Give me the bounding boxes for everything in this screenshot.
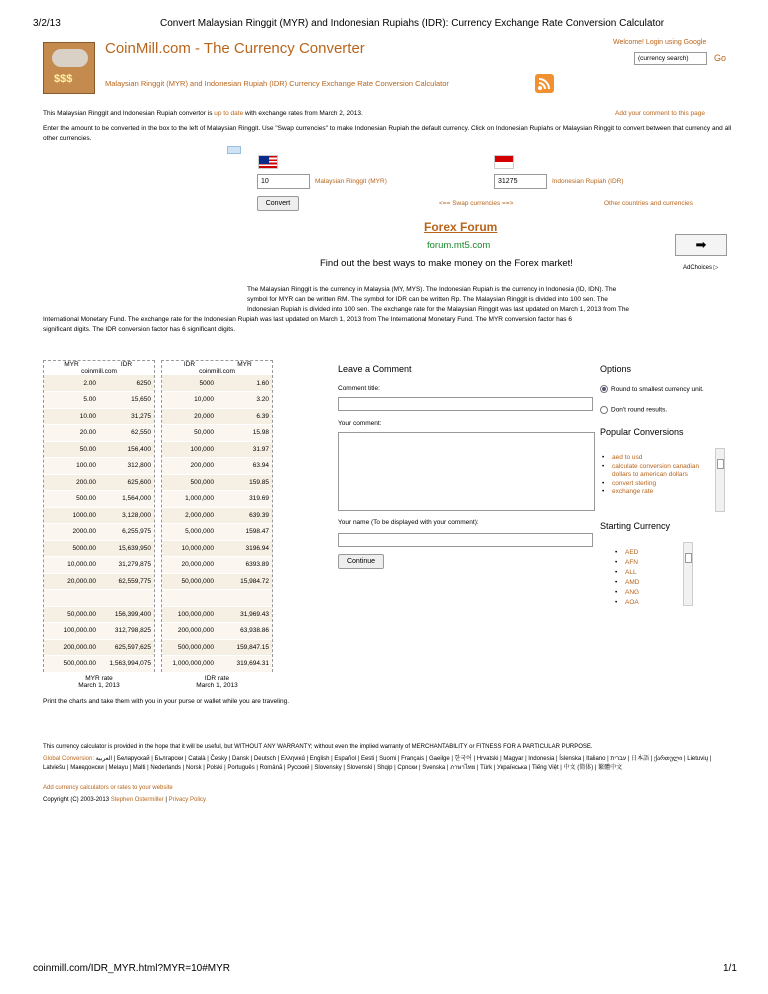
popular-item[interactable]: • aed to usd <box>612 454 712 463</box>
table-cell: 3196.94 <box>217 540 272 557</box>
table-cell: 1.60 <box>217 375 272 392</box>
intro-text-a: This Malaysian Ringgit and Indonesian Rupiah convertor is <box>43 110 215 117</box>
col-header: IDR <box>120 361 133 368</box>
table-cell: 1,564,000 <box>99 491 154 508</box>
table-cell: 3,128,000 <box>99 507 154 524</box>
table-cell: 15,984.72 <box>217 573 272 590</box>
popular-item[interactable]: • calculate conversion canadian dollars to american dollars <box>612 463 712 480</box>
intro-text-b: with exchange rates from March 2, 2013. <box>243 110 363 117</box>
table-row <box>162 474 272 491</box>
table-row <box>44 524 154 541</box>
table-cell: 6.39 <box>217 408 272 425</box>
table-cell: 639.39 <box>217 507 272 524</box>
table-source: coinmill.com <box>199 368 235 375</box>
add-comment-link[interactable]: Add your comment to this page <box>615 110 705 117</box>
popular-scrollbar[interactable] <box>715 448 725 512</box>
col-header: IDR <box>183 361 196 368</box>
convert-button[interactable]: Convert <box>257 196 299 211</box>
table-cell: 156,400 <box>99 441 154 458</box>
ad-description: Find out the best ways to make money on the Forex market! <box>320 258 573 269</box>
desc-line-1: The Malaysian Ringgit is the currency in Malaysia (MY, MYS). The Indonesian Rupiah is the currency in Indonesia (ID, IDN). The <box>247 286 617 293</box>
table-cell <box>44 590 99 607</box>
table-row <box>162 491 272 508</box>
myr-amount-input[interactable] <box>257 174 310 189</box>
other-currencies-link[interactable]: Other countries and currencies <box>604 200 693 207</box>
copyright: Copyright (C) 2003-2013 Stephen Ostermiller | Privacy Policy <box>43 797 206 803</box>
table-row <box>162 441 272 458</box>
currency-item[interactable]: • AED <box>625 548 639 558</box>
table-row <box>162 639 272 656</box>
language-list[interactable]: العربية | Беларускай | Български | Català | Česky | Dansk | Deutsch | Ελληνικά | English | Español | Eesti | Suomi | Français | Gaeilge | 한국어 | Hrvatski | Magyar | Indonesia | Íslenska | Italiano | עברית | 日本語 | ქართული | Lietuvių | Latviešu | Македонски | Melayu | Malti | Nederlands | Norsk | Polski | Português | Română | Русский | Slovensky | Slovenski | Shqip | Српски | Svenska | ภาษาไทย | Türk | Українська | Tiếng Việt | 中文 (简体) | 繁體中文 <box>43 756 712 771</box>
idr-myr-table <box>161 360 273 672</box>
print-url: coinmill.com/IDR_MYR.html?MYR=10#MYR <box>33 963 230 974</box>
adchoices-link[interactable]: AdChoices ▷ <box>683 265 719 271</box>
options-heading: Options <box>600 364 632 374</box>
comment-body-textarea[interactable] <box>338 432 595 511</box>
table-row <box>162 458 272 475</box>
rate-date-text: March 1, 2013 <box>196 682 238 689</box>
table-cell: 31,279,875 <box>99 557 154 574</box>
dont-round-option[interactable] <box>600 406 667 414</box>
author-link[interactable]: Stephen Ostermiller <box>110 797 164 803</box>
idr-rate-label <box>161 675 273 689</box>
table-row <box>162 540 272 557</box>
myr-idr-table <box>43 360 155 672</box>
table-cell: 1,563,994,075 <box>99 656 154 673</box>
table-cell: 31,275 <box>99 408 154 425</box>
table-cell: 2,000,000 <box>162 507 217 524</box>
table-row <box>44 425 154 442</box>
round-option[interactable] <box>600 385 730 394</box>
table-row <box>44 458 154 475</box>
table-row <box>44 606 154 623</box>
table-cell <box>217 590 272 607</box>
site-title[interactable]: CoinMill.com - The Currency Converter <box>105 40 365 57</box>
add-calculator-link[interactable]: Add currency calculators or rates to your website <box>43 785 173 791</box>
login-link[interactable]: Welcome! Login using Google <box>613 39 707 46</box>
radio-selected[interactable] <box>600 385 608 393</box>
table-cell: 10,000.00 <box>44 557 99 574</box>
search-go-link[interactable]: Go <box>714 53 727 63</box>
table-row <box>44 392 154 409</box>
name-label: Your name (To be displayed with your comment): <box>338 519 479 526</box>
copyright-text: Copyright (C) 2003-2013 <box>43 797 111 803</box>
table-cell: 200,000,000 <box>162 623 217 640</box>
table-row <box>162 590 272 607</box>
table-cell: 10,000,000 <box>162 540 217 557</box>
print-page-number: 1/1 <box>723 963 737 974</box>
ad-arrow-button[interactable]: ➡ <box>675 234 727 256</box>
table-cell: 2.00 <box>44 375 99 392</box>
desc-line-3: Indonesian Rupiah is divided into 100 sen. The exchange rate for the Malaysian Ringgit was last updated on March 1, 2013 from The <box>247 306 630 313</box>
dont-round-option-label: Don't round results. <box>611 406 668 414</box>
ad-title-link[interactable]: Forex Forum <box>424 220 498 234</box>
table-cell: 50,000,000 <box>162 573 217 590</box>
ad-info-icon[interactable] <box>227 146 241 154</box>
rate-label-text: MYR rate <box>85 675 113 682</box>
currency-item[interactable]: • AFN <box>625 558 639 568</box>
table-cell: 319,694.31 <box>217 656 272 673</box>
table-cell: 20.00 <box>44 425 99 442</box>
currency-item[interactable]: • AOA <box>625 598 639 608</box>
indonesia-flag-icon <box>494 155 514 169</box>
myr-idr-rows <box>44 375 154 673</box>
table-cell: 500,000.00 <box>44 656 99 673</box>
table-cell: 1000.00 <box>44 507 99 524</box>
table-cell: 5000.00 <box>44 540 99 557</box>
table-cell: 200,000.00 <box>44 639 99 656</box>
table-cell: 500.00 <box>44 491 99 508</box>
table-cell: 10.00 <box>44 408 99 425</box>
currency-search-input[interactable] <box>634 52 707 65</box>
myr-rate-label <box>43 675 155 689</box>
table-cell: 2000.00 <box>44 524 99 541</box>
round-option-label: Round to smallest currency unit. <box>611 386 704 393</box>
col-header: MYR <box>64 361 79 368</box>
table-cell: 20,000.00 <box>44 573 99 590</box>
table-row <box>162 557 272 574</box>
table-cell <box>99 590 154 607</box>
table-row <box>162 623 272 640</box>
print-note: Print the charts and take them with you in your purse or wallet while you are traveling. <box>43 698 290 705</box>
table-cell: 159.85 <box>217 474 272 491</box>
table-row <box>44 656 154 673</box>
idr-currency-link[interactable]: Indonesian Rupiah (IDR) <box>552 178 624 185</box>
popular-conversions-list <box>612 454 712 497</box>
col-header: MYR <box>237 361 252 368</box>
table-row <box>44 590 154 607</box>
desc-line-5: significant digits. The IDR conversion factor has 6 significant digits. <box>43 326 236 333</box>
table-cell: 31,969.43 <box>217 606 272 623</box>
print-date: 3/2/13 <box>33 18 61 29</box>
instructions-text: Enter the amount to be converted in the box to the left of Malaysian Ringgit. Use "Swap currencies" to make Indonesian Rupiah the default currency. Click on Indonesian Rupiahs or Malaysian Ringgit to convert between that currency and all other currencies. <box>43 125 732 142</box>
currency-scrollbar[interactable] <box>683 542 693 606</box>
table-cell: 5.00 <box>44 392 99 409</box>
desc-line-2: symbol for MYR can be written RM. The symbol for IDR can be written Rp. The Malaysian Ringgit is divided into 100 sen. The <box>247 296 608 303</box>
table-row <box>162 375 272 392</box>
continue-button[interactable]: Continue <box>338 554 384 569</box>
table-cell: 100,000,000 <box>162 606 217 623</box>
table-cell: 1598.47 <box>217 524 272 541</box>
table-cell: 100,000.00 <box>44 623 99 640</box>
rss-feed-icon[interactable] <box>535 74 554 93</box>
table-cell: 6,255,975 <box>99 524 154 541</box>
table-row <box>162 656 272 673</box>
rate-date-text: March 1, 2013 <box>78 682 120 689</box>
name-input[interactable] <box>338 533 593 547</box>
table-cell: 312,800 <box>99 458 154 475</box>
table-cell: 500,000,000 <box>162 639 217 656</box>
table-row <box>44 557 154 574</box>
table-cell: 1,000,000,000 <box>162 656 217 673</box>
table-row <box>162 524 272 541</box>
table-row <box>44 623 154 640</box>
currency-item[interactable]: • ANG <box>625 588 639 598</box>
global-conversion-link[interactable]: Global Conversion: <box>43 756 95 762</box>
table-cell: 3.20 <box>217 392 272 409</box>
table-cell: 200.00 <box>44 474 99 491</box>
table-cell: 6393.89 <box>217 557 272 574</box>
table-cell: 156,399,400 <box>99 606 154 623</box>
table-source: coinmill.com <box>81 368 117 375</box>
table-row <box>162 573 272 590</box>
table-row <box>162 408 272 425</box>
idr-amount-input[interactable] <box>494 174 547 189</box>
intro-text <box>43 110 363 117</box>
table-cell: 319.69 <box>217 491 272 508</box>
table-cell: 312,798,825 <box>99 623 154 640</box>
table-cell: 6250 <box>99 375 154 392</box>
table-row <box>44 573 154 590</box>
table-cell: 100.00 <box>44 458 99 475</box>
table-cell: 62,559,775 <box>99 573 154 590</box>
table-row <box>44 441 154 458</box>
comment-title-input[interactable] <box>338 397 593 411</box>
popular-item[interactable]: • convert sterling <box>612 480 712 489</box>
swap-currencies-link[interactable]: <== Swap currencies ==> <box>439 200 514 207</box>
desc-line-4: International Monetary Fund. The exchange rate for the Indonesian Rupiah was last updated on March 1, 2013 from The International Monetary Fund. The MYR conversion factor has 6 <box>43 316 572 323</box>
table-cell: 200,000 <box>162 458 217 475</box>
up-to-date-link[interactable]: up to date <box>214 110 244 117</box>
starting-currency-list <box>625 548 639 608</box>
table-row <box>44 474 154 491</box>
popular-item[interactable]: • exchange rate <box>612 488 712 497</box>
table-cell: 63.94 <box>217 458 272 475</box>
table-cell: 50.00 <box>44 441 99 458</box>
table-cell <box>162 590 217 607</box>
table-row <box>44 375 154 392</box>
rate-label-text: IDR rate <box>204 675 230 682</box>
popular-conversions-heading: Popular Conversions <box>600 427 684 437</box>
dollar-signs-icon: $$$ <box>54 73 73 85</box>
comment-body-label: Your comment: <box>338 420 382 427</box>
radio-unselected[interactable] <box>600 406 608 414</box>
table-cell: 62,550 <box>99 425 154 442</box>
table-row <box>162 606 272 623</box>
starting-currency-heading: Starting Currency <box>600 521 671 531</box>
leave-comment-heading: Leave a Comment <box>338 364 412 374</box>
table-cell: 15,639,950 <box>99 540 154 557</box>
table-cell: 500,000 <box>162 474 217 491</box>
table-cell: 5000 <box>162 375 217 392</box>
site-logo[interactable] <box>43 42 95 94</box>
coin-icon <box>52 49 88 67</box>
table-row <box>44 639 154 656</box>
disclaimer: This currency calculator is provided in the hope that it will be useful, but WITHOUT ANY WARRANTY; without even the implied warranty of MERCHANTABILITY or FITNESS FOR A PARTICULAR PURPOSE. <box>43 744 593 750</box>
table-cell: 31.97 <box>217 441 272 458</box>
comment-title-label: Comment title: <box>338 385 380 392</box>
page-subtitle: Malaysian Ringgit (MYR) and Indonesian Rupiah (IDR) Currency Exchange Rate Conversion Calculator <box>105 79 449 88</box>
table-cell: 20,000,000 <box>162 557 217 574</box>
currency-item[interactable]: • AMD <box>625 578 639 588</box>
table-cell: 1,000,000 <box>162 491 217 508</box>
table-cell: 5,000,000 <box>162 524 217 541</box>
print-title: Convert Malaysian Ringgit (MYR) and Indonesian Rupiahs (IDR): Currency Exchange Rate Conversion Calculator <box>160 18 665 29</box>
table-row <box>162 392 272 409</box>
table-cell: 15.98 <box>217 425 272 442</box>
malaysia-flag-icon <box>258 155 278 169</box>
table-row <box>162 507 272 524</box>
table-row <box>44 491 154 508</box>
table-row <box>44 507 154 524</box>
table-row <box>44 540 154 557</box>
myr-currency-link[interactable]: Malaysian Ringgit (MYR) <box>315 178 387 185</box>
table-cell: 100,000 <box>162 441 217 458</box>
currency-description <box>43 285 733 335</box>
table-cell: 50,000.00 <box>44 606 99 623</box>
table-cell: 625,597,625 <box>99 639 154 656</box>
currency-item[interactable]: • ALL <box>625 568 639 578</box>
table-cell: 63,938.86 <box>217 623 272 640</box>
table-cell: 20,000 <box>162 408 217 425</box>
table-cell: 50,000 <box>162 425 217 442</box>
privacy-link[interactable]: Privacy Policy <box>168 797 206 803</box>
table-row <box>44 408 154 425</box>
language-links[interactable] <box>43 755 733 773</box>
ad-url[interactable]: forum.mt5.com <box>427 240 491 251</box>
table-cell: 625,600 <box>99 474 154 491</box>
table-cell: 15,650 <box>99 392 154 409</box>
idr-myr-rows <box>162 375 272 673</box>
table-cell: 10,000 <box>162 392 217 409</box>
table-cell: 159,847.15 <box>217 639 272 656</box>
table-row <box>162 425 272 442</box>
